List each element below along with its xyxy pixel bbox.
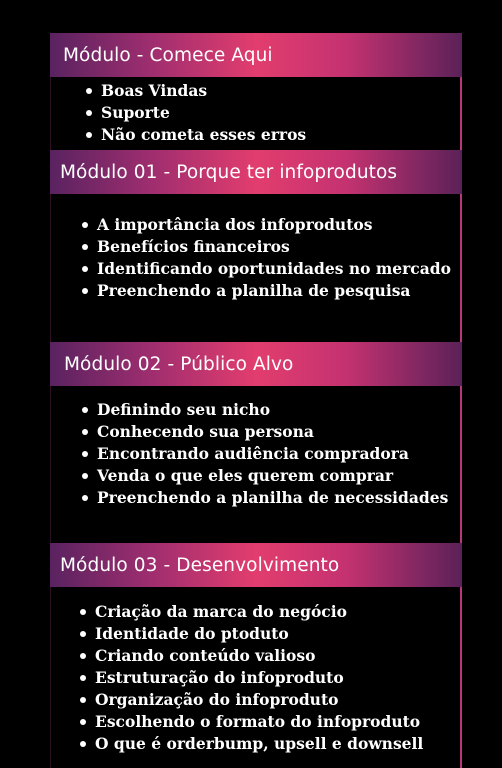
list-item xyxy=(86,80,306,102)
list-item xyxy=(80,689,423,711)
list-item xyxy=(80,667,423,689)
module-02 xyxy=(50,342,462,386)
list-item xyxy=(82,465,448,487)
bullet-icon xyxy=(82,244,88,250)
topic-label: Venda o que eles querem comprar xyxy=(97,466,394,485)
topic-list-module-02 xyxy=(82,399,448,509)
bullet-icon xyxy=(82,473,88,479)
bullet-icon xyxy=(86,132,92,138)
list-item xyxy=(86,124,306,146)
topic-label: Escolhendo o formato do infoproduto xyxy=(95,712,421,731)
topic-list-module-01 xyxy=(82,214,451,302)
topic-label: Identidade do ptoduto xyxy=(95,624,289,643)
bullet-icon xyxy=(80,741,86,747)
module-title: Módulo 01 - Porque ter infoprodutos xyxy=(60,161,398,183)
topic-label: Definindo seu nicho xyxy=(97,400,271,419)
list-item xyxy=(82,214,451,236)
bullet-icon xyxy=(80,697,86,703)
bullet-icon xyxy=(86,88,92,94)
bullet-icon xyxy=(82,407,88,413)
list-item xyxy=(80,623,423,645)
topic-label: A importância dos infoprodutos xyxy=(97,215,373,234)
module-title: Módulo - Comece Aqui xyxy=(63,44,273,66)
module-header[interactable] xyxy=(50,543,462,587)
topic-label: Identificando oportunidades no mercado xyxy=(97,259,451,278)
bullet-icon xyxy=(82,495,88,501)
list-item xyxy=(82,258,451,280)
topic-list-module-03 xyxy=(80,601,423,755)
bullet-icon xyxy=(80,675,86,681)
list-item xyxy=(82,487,448,509)
topic-label: O que é orderbump, upsell e downsell xyxy=(95,734,424,753)
bullet-icon xyxy=(82,266,88,272)
list-item xyxy=(82,399,448,421)
topic-label: Conhecendo sua persona xyxy=(97,422,314,441)
module-header[interactable] xyxy=(50,342,462,386)
topic-label: Estruturação do infoproduto xyxy=(95,668,344,687)
module-header[interactable] xyxy=(50,33,462,77)
bullet-icon xyxy=(80,719,86,725)
list-item xyxy=(80,733,423,755)
bullet-icon xyxy=(82,222,88,228)
list-item xyxy=(82,443,448,465)
topic-label: Criando conteúdo valioso xyxy=(95,646,316,665)
bullet-icon xyxy=(82,288,88,294)
bullet-icon xyxy=(86,110,92,116)
list-item xyxy=(80,645,423,667)
module-03 xyxy=(50,543,462,587)
topic-label: Encontrando audiência compradora xyxy=(97,444,409,463)
bullet-icon xyxy=(80,631,86,637)
bullet-icon xyxy=(80,653,86,659)
topic-list-comece-aqui xyxy=(86,80,306,146)
list-item xyxy=(86,102,306,124)
module-01 xyxy=(50,150,462,194)
module-title: Módulo 03 - Desenvolvimento xyxy=(60,554,340,576)
topic-label: Organização do infoproduto xyxy=(95,690,339,709)
module-comece-aqui xyxy=(50,33,462,77)
topic-label: Preenchendo a planilha de necessidades xyxy=(97,488,449,507)
list-item xyxy=(80,601,423,623)
list-item xyxy=(80,711,423,733)
module-header[interactable] xyxy=(50,150,462,194)
bullet-icon xyxy=(82,429,88,435)
list-item xyxy=(82,421,448,443)
topic-label: Criação da marca do negócio xyxy=(95,602,347,621)
module-title: Módulo 02 - Público Alvo xyxy=(64,353,294,375)
list-item xyxy=(82,280,451,302)
topic-label: Benefícios financeiros xyxy=(97,237,290,256)
topic-label: Suporte xyxy=(101,103,170,122)
topic-label: Não cometa esses erros xyxy=(101,125,307,144)
bullet-icon xyxy=(80,609,86,615)
topic-label: Boas Vindas xyxy=(101,81,208,100)
topic-label: Preenchendo a planilha de pesquisa xyxy=(97,281,411,300)
bullet-icon xyxy=(82,451,88,457)
list-item xyxy=(82,236,451,258)
